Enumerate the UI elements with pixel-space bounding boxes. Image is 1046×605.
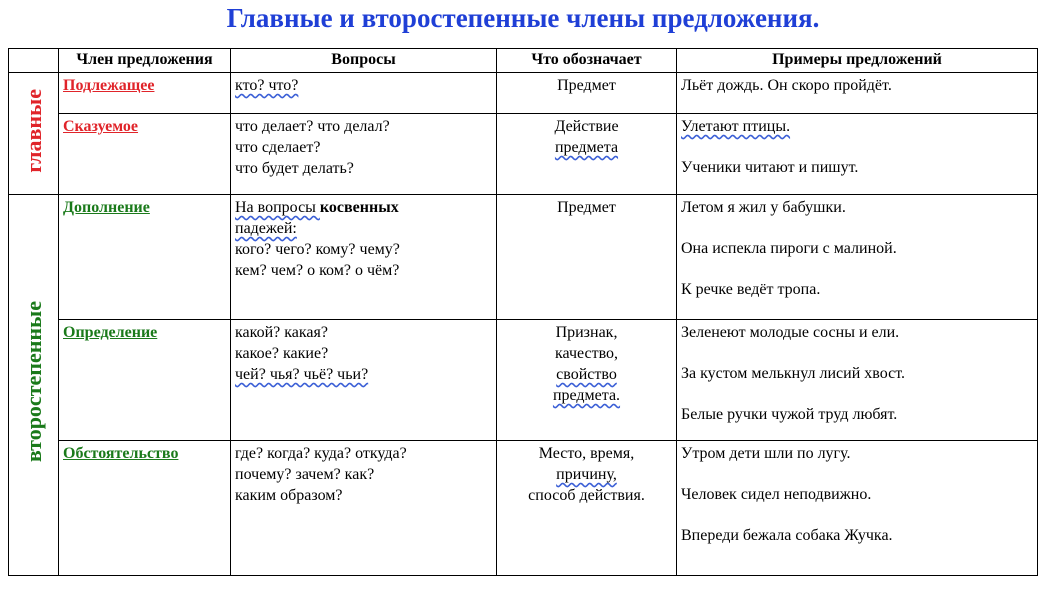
meaning-line: Действие <box>554 118 619 135</box>
member-adverbial[interactable]: Обстоятельство <box>63 445 179 462</box>
meaning-line: Место, время, <box>538 445 635 462</box>
table-row <box>9 441 1038 576</box>
meaning-line: Признак, <box>555 324 618 341</box>
table-row <box>9 114 1038 195</box>
page-title: Главные и второстепенные члены предложения. <box>226 3 820 33</box>
question-intro: На вопросы <box>235 199 320 216</box>
header-examples: Примеры предложений <box>677 49 1038 73</box>
group-main-label: главные <box>21 88 46 173</box>
examples-cell <box>677 441 1038 576</box>
question-line: кем? чем? о ком? о чём? <box>235 262 400 279</box>
question-line: почему? зачем? как? <box>235 466 375 483</box>
examples-cell <box>677 73 1038 114</box>
example-line: Ученики читают и пишут. <box>681 159 859 176</box>
meaning-line: Предмет <box>557 77 616 94</box>
question-line: что сделает? <box>235 139 321 156</box>
member-cell <box>59 114 231 195</box>
meaning-line: причину, <box>556 466 617 483</box>
meaning-line: качество, <box>554 345 619 362</box>
questions-cell <box>231 320 497 441</box>
header-empty <box>9 49 59 73</box>
member-predicate[interactable]: Сказуемое <box>63 118 139 135</box>
question-bold: косвенных <box>319 199 399 216</box>
group-secondary <box>9 195 59 576</box>
header-member: Член предложения <box>59 49 231 73</box>
questions-cell <box>231 195 497 320</box>
meaning-cell <box>497 320 677 441</box>
meaning-cell <box>497 441 677 576</box>
group-main <box>9 73 59 195</box>
group-secondary-label: второстепенные <box>21 301 46 463</box>
example-line: Улетают птицы. <box>681 118 791 135</box>
header-questions: Вопросы <box>231 49 497 73</box>
question-line: какое? какие? <box>235 345 329 362</box>
member-cell <box>59 73 231 114</box>
header-row <box>9 49 1038 73</box>
example-line: Зеленеют молодые сосны и ели. <box>681 324 900 341</box>
example-line: Летом я жил у бабушки. <box>681 199 846 216</box>
meaning-line: предмета. <box>552 387 621 404</box>
examples-cell <box>677 320 1038 441</box>
meaning-cell <box>497 73 677 114</box>
question-line: кто? что? <box>235 77 299 94</box>
member-subject[interactable]: Подлежащее <box>63 77 155 94</box>
table-row <box>9 320 1038 441</box>
questions-cell <box>231 114 497 195</box>
question-line: что делает? что делал? <box>235 118 390 135</box>
members-table <box>8 48 1038 576</box>
header-meaning: Что обозначает <box>497 49 677 73</box>
example-line: Белые ручки чужой труд любят. <box>681 406 898 423</box>
table-row <box>9 195 1038 320</box>
table-row <box>9 73 1038 114</box>
question-line: что будет делать? <box>235 160 354 177</box>
example-line: За кустом мелькнул лисий хвост. <box>681 365 905 382</box>
meaning-line: свойство <box>556 366 617 383</box>
question-line <box>235 197 492 218</box>
example-line: Человек сидел неподвижно. <box>681 486 872 503</box>
member-cell <box>59 320 231 441</box>
examples-cell <box>677 114 1038 195</box>
question-line: кого? чего? кому? чему? <box>235 241 400 258</box>
member-cell <box>59 441 231 576</box>
meaning-line: Предмет <box>557 199 616 216</box>
member-object[interactable]: Дополнение <box>63 199 150 216</box>
question-line: чей? чья? чьё? чьи? <box>235 366 369 383</box>
meaning-line: предмета <box>554 139 619 156</box>
meaning-cell <box>497 114 677 195</box>
questions-cell <box>231 441 497 576</box>
example-line: К речке ведёт тропа. <box>681 281 821 298</box>
member-attribute[interactable]: Определение <box>63 324 158 341</box>
question-line: какой? какая? <box>235 324 328 341</box>
question-line: падежей: <box>235 220 297 237</box>
example-line: Она испекла пироги с малиной. <box>681 240 897 257</box>
example-line: Впереди бежала собака Жучка. <box>681 527 893 544</box>
meaning-line: способ действия. <box>528 487 645 504</box>
question-line: каким образом? <box>235 487 343 504</box>
example-line: Льёт дождь. Он скоро пройдёт. <box>681 77 892 94</box>
question-line: где? когда? куда? откуда? <box>235 445 407 462</box>
examples-cell <box>677 195 1038 320</box>
member-cell <box>59 195 231 320</box>
example-line: Утром дети шли по лугу. <box>681 445 851 462</box>
meaning-cell <box>497 195 677 320</box>
questions-cell <box>231 73 497 114</box>
